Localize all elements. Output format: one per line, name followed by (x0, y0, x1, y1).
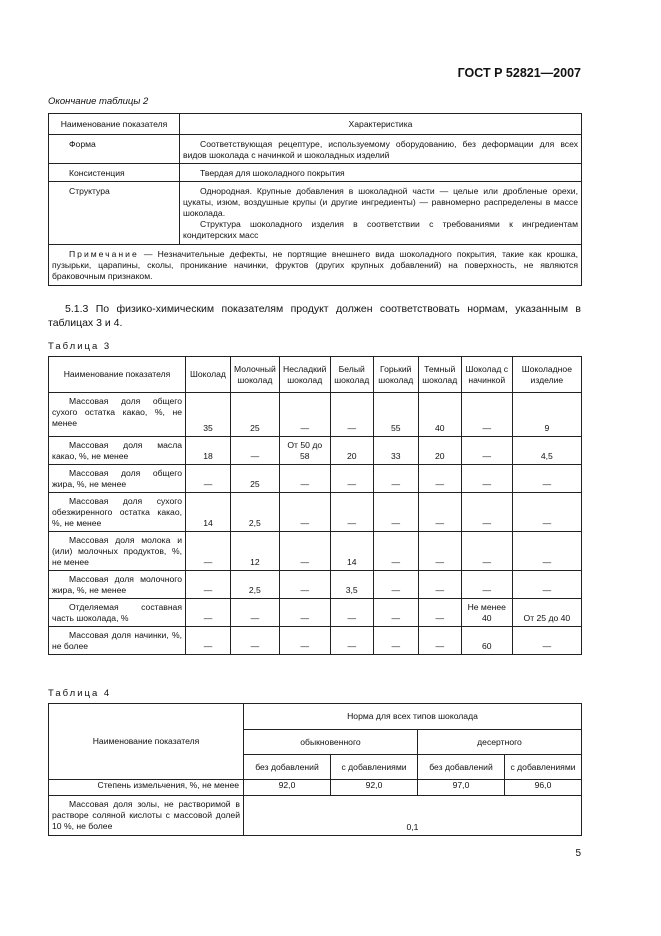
row-value: — (461, 465, 512, 493)
row-value: — (461, 437, 512, 465)
row-value: — (279, 599, 330, 627)
row-value: 3,5 (330, 571, 373, 599)
row-value: 14 (186, 493, 231, 532)
row-value: — (186, 465, 231, 493)
row-value: 4,5 (512, 437, 581, 465)
row-value: — (186, 627, 231, 655)
table-row (49, 182, 582, 245)
table3-header: Наименование показателя (49, 357, 186, 393)
row-value: — (373, 627, 418, 655)
table4-subheader: с добавлениями (505, 755, 582, 780)
row-value: 18 (186, 437, 231, 465)
row-value: — (231, 627, 280, 655)
row-name: Консистенция (49, 164, 180, 182)
row-value: — (418, 493, 461, 532)
row-value: — (373, 493, 418, 532)
table3-header: Горький шоколад (373, 357, 418, 393)
row-value: 0,1 (244, 796, 582, 836)
row-value: 35 (186, 393, 231, 437)
table-row (49, 164, 582, 182)
row-value: 92,0 (331, 780, 418, 796)
row-name: Массовая доля молока и (или) молочных продуктов, %, не менее (49, 532, 186, 571)
row-value: — (279, 627, 330, 655)
row-value: — (186, 571, 231, 599)
row-value: — (330, 599, 373, 627)
note-text: — Незначительные дефекты, не портящие внешнего вида шоколадного покрытия, такие как крошка, пузырьки, царапины, сколы, проникание начинки, фруктов (других крупных добавлений) на поверхность, не являются браковочным признаком. (52, 249, 578, 281)
table3-header-row (49, 357, 582, 393)
row-value: 55 (373, 393, 418, 437)
table-row (49, 571, 582, 599)
table-row (49, 465, 582, 493)
row-value: 60 (461, 627, 512, 655)
table3-header: Шоколад с начинкой (461, 357, 512, 393)
table4-header-norm: Норма для всех типов шоколада (244, 704, 582, 730)
row-value: — (279, 393, 330, 437)
row-name: Массовая доля масла какао, %, не менее (49, 437, 186, 465)
table3-header: Несладкий шоколад (279, 357, 330, 393)
row-value: — (461, 532, 512, 571)
table2-end (48, 113, 582, 286)
row-value: — (512, 627, 581, 655)
row-value: — (373, 532, 418, 571)
table3 (48, 356, 582, 655)
row-name: Массовая доля начинки, %, не более (49, 627, 186, 655)
row-value: — (418, 532, 461, 571)
row-value: 33 (373, 437, 418, 465)
table4-header-name: Наименование показателя (49, 704, 244, 780)
row-value: 20 (418, 437, 461, 465)
row-value: 96,0 (505, 780, 582, 796)
row-value: 12 (231, 532, 280, 571)
table-row (49, 627, 582, 655)
table-row (49, 532, 582, 571)
row-value: — (373, 465, 418, 493)
row-name: Массовая доля общего жира, %, не менее (49, 465, 186, 493)
table4-header-dessert: десертного (418, 730, 582, 755)
table4-caption: Таблица 4 (48, 688, 112, 699)
row-value: — (186, 532, 231, 571)
paragraph-5-1-3: 5.1.3 По физико-химическим показателям продукт должен соответствовать нормам, указанным в таблицах 3 и 4. (48, 303, 581, 329)
table2-header-value: Характеристика (180, 114, 582, 135)
table4 (48, 703, 582, 836)
table-row (49, 599, 582, 627)
table-row (49, 780, 582, 796)
row-value: Не менее 40 (461, 599, 512, 627)
note-label: Примечание (69, 249, 139, 259)
row-name: Массовая доля сухого обезжиренного остатка какао, %, не менее (49, 493, 186, 532)
document-code: ГОСТ Р 52821—2007 (457, 66, 581, 80)
row-value: — (330, 627, 373, 655)
table3-body (49, 393, 582, 655)
row-value: 14 (330, 532, 373, 571)
row-name: Массовая доля золы, не растворимой в растворе соляной кислоты с массовой долей 10 %, не более (49, 796, 244, 836)
row-value: Соответствующая рецептуре, используемому оборудованию, без деформации для всех видов шоколада с начинкой и шоколадных изделий (180, 135, 582, 164)
table3-caption: Таблица 3 (48, 341, 112, 352)
row-value: 2,5 (231, 493, 280, 532)
row-value: От 25 до 40 (512, 599, 581, 627)
table3-header: Шоколадное изделие (512, 357, 581, 393)
row-value: — (231, 599, 280, 627)
table4-subheader: без добавлений (418, 755, 505, 780)
row-value: Однородная. Крупные добавления в шоколадной части — целые или дробленые орехи, цукаты, изюм, воздушные крупы (и другие ингредиенты) — равномерно распределены в массе шоколада. (183, 186, 578, 218)
row-value: 25 (231, 465, 280, 493)
row-value: 25 (231, 393, 280, 437)
row-value: 2,5 (231, 571, 280, 599)
table-row (49, 393, 582, 437)
row-value: — (418, 571, 461, 599)
row-value: — (512, 532, 581, 571)
row-value: — (330, 393, 373, 437)
row-value: 97,0 (418, 780, 505, 796)
row-value: — (330, 493, 373, 532)
table4-subheader: без добавлений (244, 755, 331, 780)
row-name: Отделяемая составная часть шоколада, % (49, 599, 186, 627)
page-number: 5 (575, 848, 581, 859)
table3-header: Шоколад (186, 357, 231, 393)
row-value: — (231, 437, 280, 465)
table-note-row (49, 245, 582, 286)
table2-caption: Окончание таблицы 2 (48, 96, 149, 107)
table3-header: Темный шоколад (418, 357, 461, 393)
row-value-2: Структура шоколадного изделия в соответствии с требованиями к ингредиентам кондитерских масс (183, 219, 578, 240)
row-value: — (186, 599, 231, 627)
row-value: — (461, 393, 512, 437)
row-value: — (512, 571, 581, 599)
row-name: Массовая доля общего сухого остатка какао, %, не менее (49, 393, 186, 437)
row-value: — (512, 493, 581, 532)
row-value: — (279, 571, 330, 599)
row-value: — (418, 465, 461, 493)
table4-header-ordinary: обыкновенного (244, 730, 418, 755)
table3-header: Молочный шоколад (231, 357, 280, 393)
row-name: Степень измельчения, %, не менее (49, 780, 244, 796)
row-value: 9 (512, 393, 581, 437)
row-value: — (461, 493, 512, 532)
row-name: Структура (49, 182, 180, 245)
table-row (49, 796, 582, 836)
row-value: — (373, 599, 418, 627)
row-value: 40 (418, 393, 461, 437)
table-row (49, 493, 582, 532)
row-value: — (418, 599, 461, 627)
row-value: — (461, 571, 512, 599)
row-value: От 50 до 58 (279, 437, 330, 465)
table3-header: Белый шоколад (330, 357, 373, 393)
table-row (49, 135, 582, 164)
row-value: — (373, 571, 418, 599)
row-value: 20 (330, 437, 373, 465)
table2-header-name: Наименование показателя (49, 114, 180, 135)
row-value: — (512, 465, 581, 493)
row-value: 92,0 (244, 780, 331, 796)
row-value: — (330, 465, 373, 493)
row-value: — (418, 627, 461, 655)
table-row (49, 437, 582, 465)
row-name: Форма (49, 135, 180, 164)
row-value: — (279, 493, 330, 532)
row-name: Массовая доля молочного жира, %, не менее (49, 571, 186, 599)
row-value: Твердая для шоколадного покрытия (180, 164, 582, 182)
table4-subheader: с добавлениями (331, 755, 418, 780)
row-value: — (279, 532, 330, 571)
row-value: — (279, 465, 330, 493)
